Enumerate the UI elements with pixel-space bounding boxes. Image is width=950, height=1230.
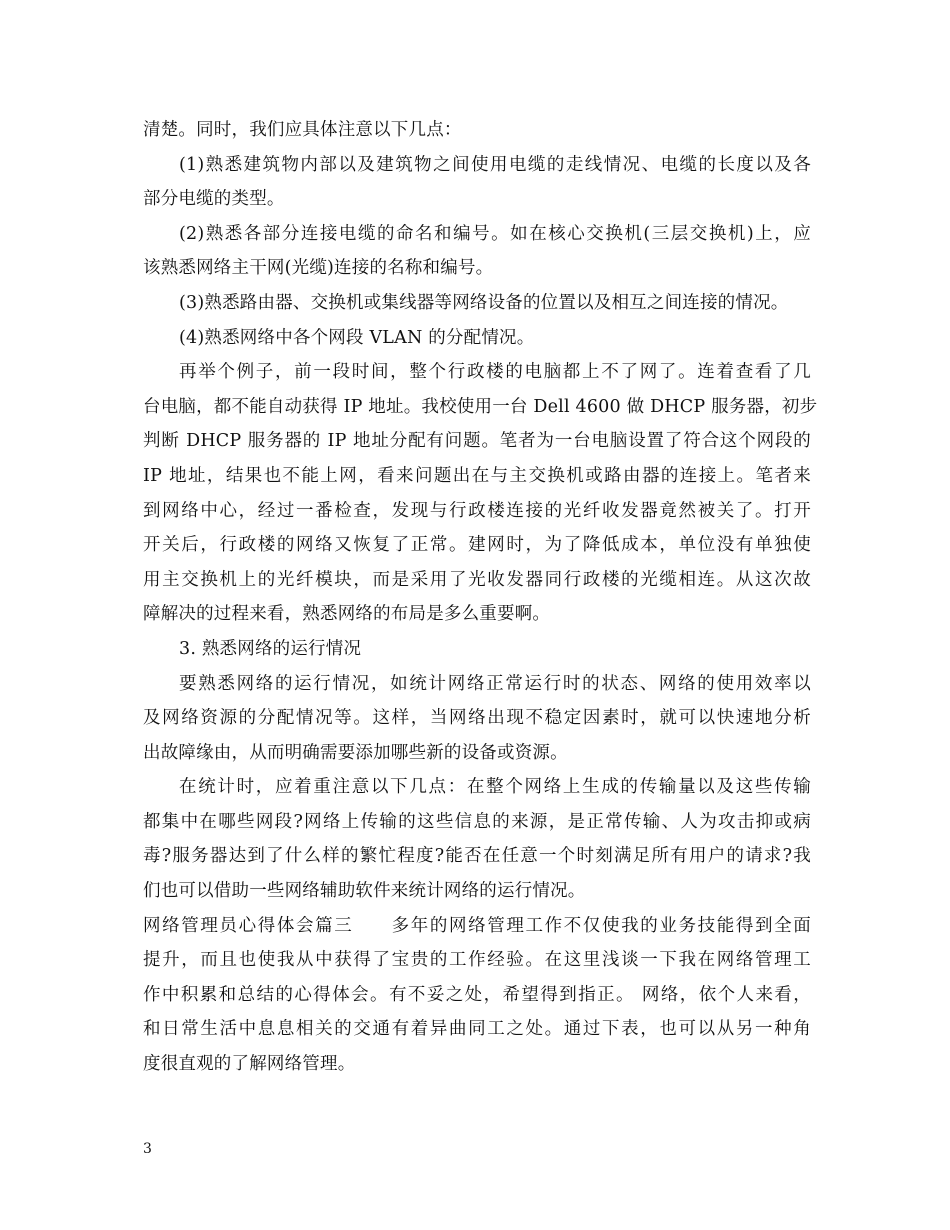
text-line-1: 清楚。同时，我们应具体注意以下几点： bbox=[143, 120, 462, 140]
paragraph-example-line-8: 障解决的过程来看，熟悉网络的布局是多么重要啊。 bbox=[143, 604, 551, 625]
list-item-2-line-2: 该熟悉网络主干网(光缆)连接的名称和编号。 bbox=[143, 258, 494, 279]
list-item-1-line-1: (1)熟悉建筑物内部以及建筑物之间使用电缆的走线情况、电缆的长度以及各 bbox=[179, 154, 811, 175]
paragraph-example-line-6: 开关后，行政楼的网络又恢复了正常。建网时，为了降低成本，单位没有单独使 bbox=[143, 535, 811, 556]
paragraph-example-line-2: 台电脑，都不能自动获得 IP 地址。我校使用一台 Dell 4600 做 DHCP 服务器，初步 bbox=[143, 396, 818, 417]
list-item-3: (3)熟悉路由器、交换机或集线器等网络设备的位置以及相互之间连接的情况。 bbox=[179, 292, 789, 313]
paragraph-part-three-line-5: 度很直观的了解网络管理。 bbox=[143, 1054, 356, 1075]
document-body bbox=[143, 113, 818, 1082]
paragraph-part-three-line-2: 提升，而且也使我从中获得了宝贵的工作经验。在这里浅谈一下我在网络管理工 bbox=[143, 950, 811, 971]
paragraph-operation-line-1: 要熟悉网络的运行情况，如统计网络正常运行时的状态、网络的使用效率以 bbox=[179, 673, 811, 694]
paragraph-part-three-line-3: 作中积累和总结的心得体会。有不妥之处，希望得到指正。 网络，依个人来看， bbox=[143, 984, 811, 1005]
list-item-1-line-2: 部分电缆的类型。 bbox=[143, 189, 285, 210]
paragraph-operation-line-2: 及网络资源的分配情况等。这样，当网络出现不稳定因素时，就可以快速地分析 bbox=[143, 708, 811, 729]
paragraph-part-three-line-1: 网络管理员心得体会篇三 多年的网络管理工作不仅使我的业务技能得到全面 bbox=[143, 915, 811, 936]
paragraph-operation-line-3: 出故障缘由，从而明确需要添加哪些新的设备或资源。 bbox=[143, 742, 568, 763]
paragraph-example-line-4: IP 地址，结果也不能上网，看来问题出在与主交换机或路由器的连接上。笔者来 bbox=[143, 465, 811, 486]
paragraph-statistics-line-2: 都集中在哪些网段?网络上传输的这些信息的来源，是正常传输、人为攻击抑或病 bbox=[143, 811, 811, 832]
paragraph-statistics-line-1: 在统计时，应着重注意以下几点：在整个网络上生成的传输量以及这些传输 bbox=[179, 777, 811, 798]
page-number: 3 bbox=[143, 1141, 152, 1157]
paragraph-part-three-line-4: 和日常生活中息息相关的交通有着异曲同工之处。通过下表，也可以从另一种角 bbox=[143, 1019, 811, 1040]
paragraph-example-line-3: 判断 DHCP 服务器的 IP 地址分配有问题。笔者为一台电脑设置了符合这个网段的 bbox=[143, 431, 811, 452]
paragraph-example-line-7: 用主交换机上的光纤模块，而是采用了光收发器同行政楼的光缆相连。从这次故 bbox=[143, 569, 811, 590]
paragraph-example-line-1: 再举个例子，前一段时间，整个行政楼的电脑都上不了网了。连着查看了几 bbox=[179, 362, 811, 383]
section-heading: 3. 熟悉网络的运行情况 bbox=[179, 638, 362, 659]
paragraph-example-line-5: 到网络中心，经过一番检查，发现与行政楼连接的光纤收发器竟然被关了。打开 bbox=[143, 500, 811, 521]
paragraph-statistics-line-4: 们也可以借助一些网络辅助软件来统计网络的运行情况。 bbox=[143, 881, 586, 902]
list-item-4: (4)熟悉网络中各个网段 VLAN 的分配情况。 bbox=[179, 327, 535, 348]
paragraph-statistics-line-3: 毒?服务器达到了什么样的繁忙程度?能否在任意一个时刻满足所有用户的请求?我 bbox=[143, 846, 811, 867]
list-item-2-line-1: (2)熟悉各部分连接电缆的命名和编号。如在核心交换机(三层交换机)上，应 bbox=[179, 223, 811, 244]
